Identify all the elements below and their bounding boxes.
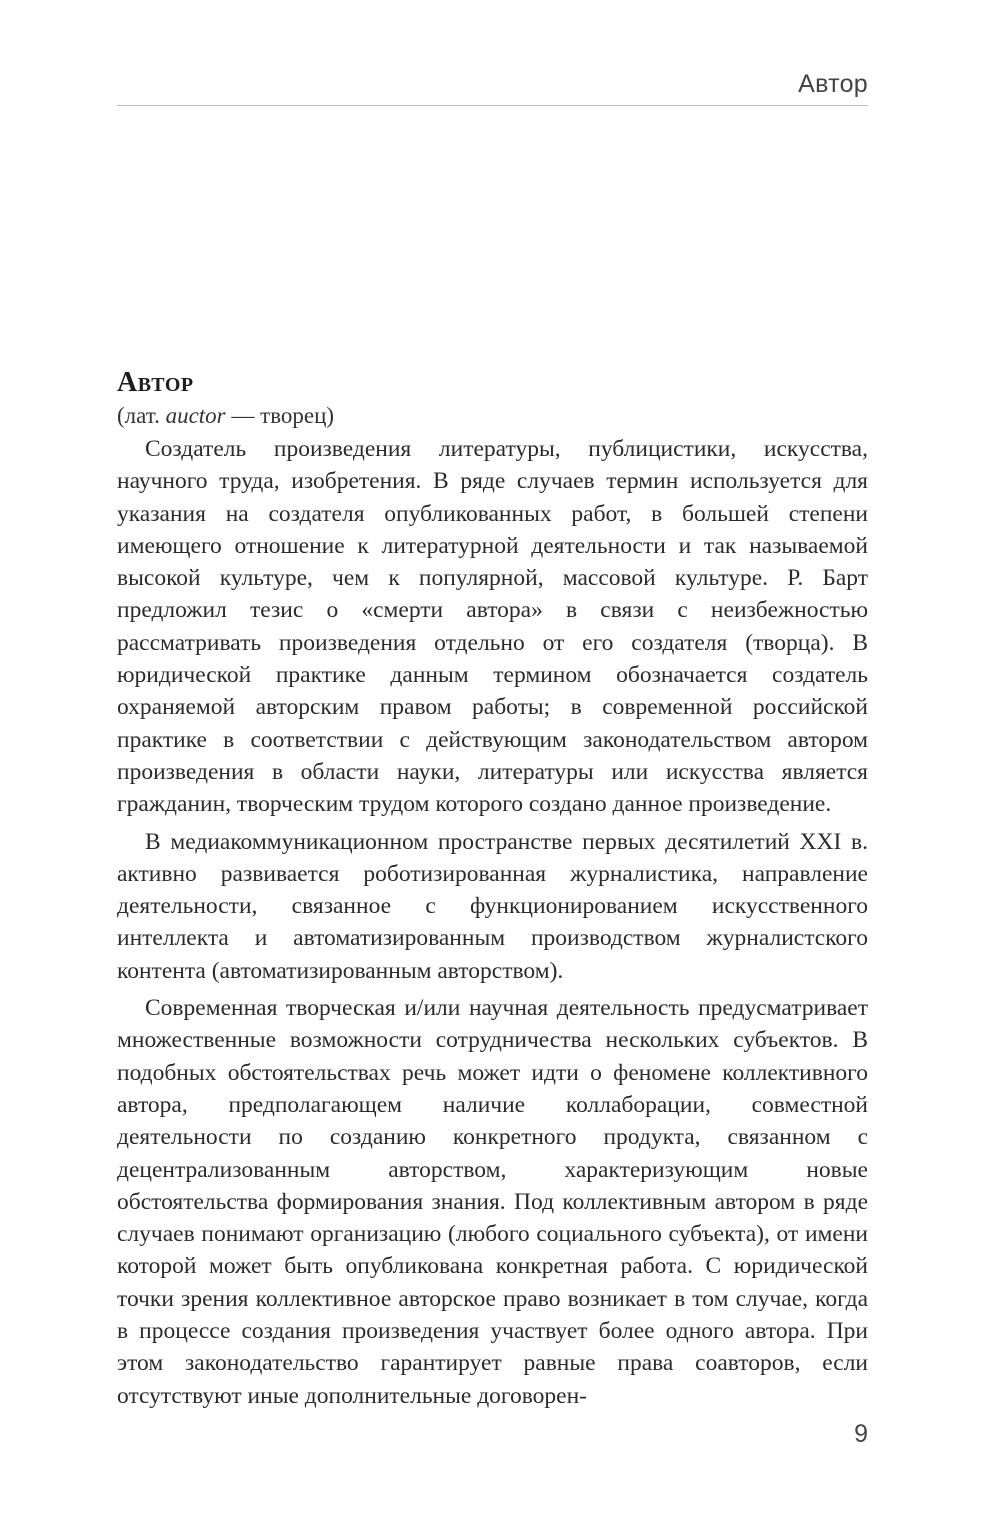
header-divider bbox=[117, 105, 868, 106]
running-head: Автор bbox=[798, 70, 868, 98]
page-number: 9 bbox=[854, 1420, 868, 1448]
entry-etymology bbox=[117, 400, 868, 431]
etymology-prefix: (лат. bbox=[117, 403, 166, 428]
entry-paragraph-collective-author: Современная творческая и/или научная деятельность предусматривает множественные возможности сотрудничества нескольких субъектов. В подобных обстоятельствах речь может идти о феномене коллективного автора, предполагающем наличие коллаборации, совместной деятельности по созданию конкретного продукта, связанном с децентрализованным авторством, характеризующим новые обстоятельства формирования знания. Под коллективным автором в ряде случаев понимают организацию (любого социального субъекта), от имени которой может быть опубликована конкретная работа. С юридической точки зрения коллективное авторское право возникает в том случае, когда в процессе создания произведения участвует более одного автора. При этом законодательство гарантирует равные права соавторов, если отсутствуют иные дополнительные договорен- bbox=[117, 995, 868, 1409]
etymology-suffix: — творец) bbox=[225, 403, 335, 428]
etymology-latin-word: auctor bbox=[165, 403, 226, 428]
dictionary-entry bbox=[117, 366, 868, 1412]
entry-paragraph-robot-journalism: В медиакоммуникационном пространстве первых десятилетий XXI в. активно развивается роботизированная журналистика, направление деятельности, связанное с функционированием искусственного интеллекта и автоматизированным производством журналистского контента (автоматизированным авторством). bbox=[117, 828, 868, 984]
entry-paragraph-definition: Создатель произведения литературы, публицистики, искусства, научного труда, изобретения. В ряде случаев термин используется для указания на создателя опубликованных работ, в большей степени имеющего отношение к литературной деятельности и так называемой высокой культуре, чем к популярной, массовой культуре. Р. Барт предложил тезис о «смерти автора» в связи с неизбежностью рассматривать произведения отдельно от его создателя (творца). В юридической практике данным термином обозначается создатель охраняемой авторским правом работы; в современной российской практике в соответствии с действующим законодательством автором произведения в области науки, литературы или искусства является гражданин, творческим трудом которого создано данное произведение. bbox=[117, 436, 868, 818]
entry-title: Автор bbox=[117, 367, 194, 398]
